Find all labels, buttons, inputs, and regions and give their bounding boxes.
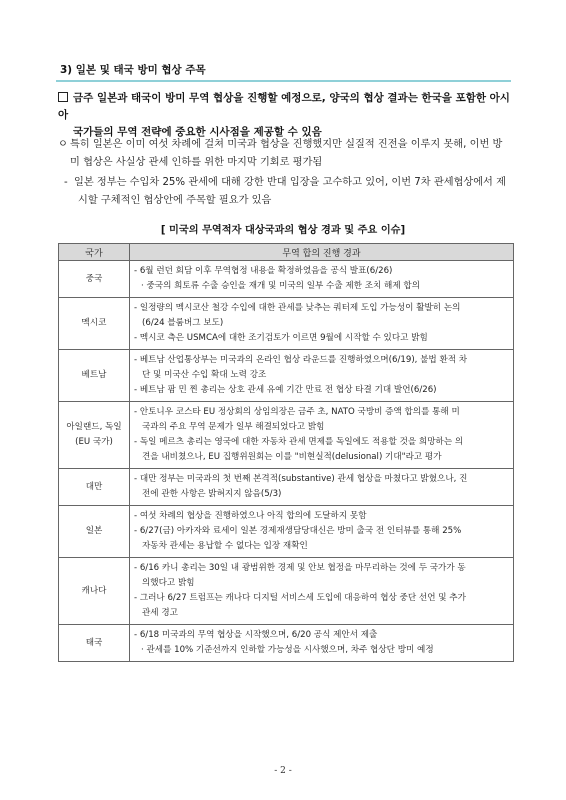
circle-bullet [58, 136, 516, 172]
progress-cell [130, 625, 514, 662]
table-row [59, 350, 514, 402]
progress-cell [130, 298, 514, 350]
table-row [59, 298, 514, 350]
progress-line: - 여섯 차례의 협상을 진행하였으나 아직 합의에 도달하지 못함 [134, 511, 367, 521]
country-name: 베트남 [81, 370, 107, 380]
main-bullet [58, 90, 513, 141]
progress-line: - 6/16 카니 총리는 30일 내 광범위한 경제 및 안보 협정을 마무리하는 것에 두 국가가 동 [134, 563, 466, 573]
progress-line: 견을 내비쳤으나, EU 집행위원회는 이를 "비현실적(delusional) 기대"라고 평가 [142, 452, 442, 462]
progress-cell [130, 402, 514, 469]
dash-bullet [64, 174, 516, 210]
progress-line: 전에 관한 사항은 밝혀지지 않음(5/3) [142, 489, 282, 499]
progress-line: - 안토니우 코스타 EU 정상회의 상임의장은 금주 초, NATO 국방비 증액 합의를 통해 미 [134, 407, 460, 417]
country-cell [59, 469, 130, 506]
country-cell [59, 298, 130, 350]
country-name-sub: (EU 국가) [75, 437, 113, 447]
progress-line: - 멕시코 측은 USMCA에 대한 조기검토가 이르면 9월에 시작할 수 있다고 밝힘 [134, 333, 428, 343]
progress-cell [130, 261, 514, 298]
progress-line: (6/24 블룸버그 보도) [142, 318, 224, 328]
progress-cell [130, 469, 514, 506]
circle-bullet-line1: 특히 일본은 이미 여섯 차례에 걸쳐 미국과 협상을 진행했지만 실질적 진전을 이루지 못해, 이번 방 [70, 139, 503, 150]
country-name: 태국 [85, 637, 103, 648]
header-country: 국가 [59, 244, 130, 261]
progress-cell [130, 350, 514, 402]
progress-line: 관세 경고 [142, 608, 178, 618]
table-row [59, 625, 514, 662]
progress-line: 국과의 주요 무역 문제가 일부 해결되었다고 밝힘 [142, 422, 325, 432]
country-name: 아일랜드, 독일 [66, 422, 122, 432]
progress-cell [130, 506, 514, 558]
negotiation-table [58, 243, 514, 662]
country-cell [59, 558, 130, 625]
page-number: - 2 - [274, 766, 292, 776]
header-progress: 무역 합의 진행 경과 [130, 244, 514, 261]
progress-line: - 6/27(금) 아카자와 료세이 일본 경제재생담당대신은 방미 출국 전 인터뷰를 통해 25% [134, 526, 462, 536]
country-name: 멕시코 [81, 318, 107, 328]
progress-line: - 6/18 미국과의 무역 협상을 시작했으며, 6/20 공식 제안서 제출 [134, 630, 378, 640]
progress-line: - 베트남 팜 민 찐 총리는 상호 관세 유예 기간 만료 전 협상 타결 기대 발언(6/26) [134, 385, 437, 395]
section-title: 3) 일본 및 태국 방미 협상 주목 [60, 64, 206, 76]
country-name: 중국 [85, 273, 103, 284]
progress-line: 의했다고 밝힘 [142, 578, 195, 588]
progress-line: - 그러나 6/27 트럼프는 캐나다 디지털 서비스세 도입에 대응하여 협상 중단 선언 및 추가 [134, 593, 466, 603]
square-bullet-icon [58, 92, 68, 102]
table-row [59, 402, 514, 469]
main-bullet-line2: 국가들의 무역 전략에 중요한 시사점을 제공할 수 있음 [73, 126, 322, 138]
circle-bullet-mark: ㅇ [58, 139, 68, 150]
progress-line: 단 및 미국산 수입 확대 노력 강조 [142, 370, 267, 380]
progress-cell [130, 558, 514, 625]
table-header-row [59, 244, 514, 261]
country-cell [59, 261, 130, 298]
table-row [59, 558, 514, 625]
dash-bullet-line1: 일본 정부는 수입차 25% 관세에 대해 강한 반대 입장을 고수하고 있어, 이번 7차 관세협상에서 제 [74, 177, 506, 188]
table-row [59, 469, 514, 506]
section-divider [56, 80, 511, 82]
table-row [59, 506, 514, 558]
country-cell [59, 402, 130, 469]
dash-bullet-mark: - [64, 177, 68, 188]
progress-line: · 관세를 10% 기준선까지 인하할 가능성을 시사했으며, 차주 협상단 방미 예정 [141, 645, 434, 655]
progress-line: 자동차 관세는 용납할 수 없다는 입장 재확인 [142, 541, 308, 551]
table-caption: [ 미국의 무역적자 대상국과의 협상 경과 및 주요 이슈] [160, 225, 406, 236]
progress-line: - 베트남 산업통상부는 미국과의 온라인 협상 라운드를 진행하였으며(6/19), 불법 환적 차 [134, 355, 468, 365]
country-name: 대만 [85, 481, 103, 492]
country-cell [59, 350, 130, 402]
dash-bullet-line2: 시할 구체적인 협상안에 주목할 필요가 있음 [78, 195, 272, 206]
progress-line: - 6월 런던 회담 이후 무역협정 내용을 확정하였음을 공식 발표(6/26) [134, 266, 393, 276]
circle-bullet-line2: 미 협상은 사실상 관세 인하를 위한 마지막 기회로 평가됨 [70, 157, 323, 168]
table-row [59, 261, 514, 298]
country-cell [59, 506, 130, 558]
progress-line: - 독일 메르츠 총리는 영국에 대한 자동차 관세 면제를 독일에도 적용할 것을 희망하는 의 [134, 437, 464, 447]
country-name: 캐나다 [81, 585, 107, 596]
country-cell [59, 625, 130, 662]
progress-line: - 대만 정부는 미국과의 첫 번째 본격적(substantive) 관세 협상을 마쳤다고 밝혔으나, 진 [134, 474, 468, 484]
progress-line: · 중국의 희토류 수출 승인을 재개 및 미국의 일부 수출 제한 조치 해제 합의 [141, 281, 420, 291]
main-bullet-line1: 금주 일본과 태국이 방미 무역 협상을 진행할 예정으로, 양국의 협상 결과는 한국을 포함한 아시아 [58, 92, 510, 121]
progress-line: - 일정량의 멕시코산 철강 수입에 대한 관세를 낮추는 쿼터제 도입 가능성이 활발히 논의 [134, 303, 461, 313]
country-name: 일본 [85, 526, 103, 536]
